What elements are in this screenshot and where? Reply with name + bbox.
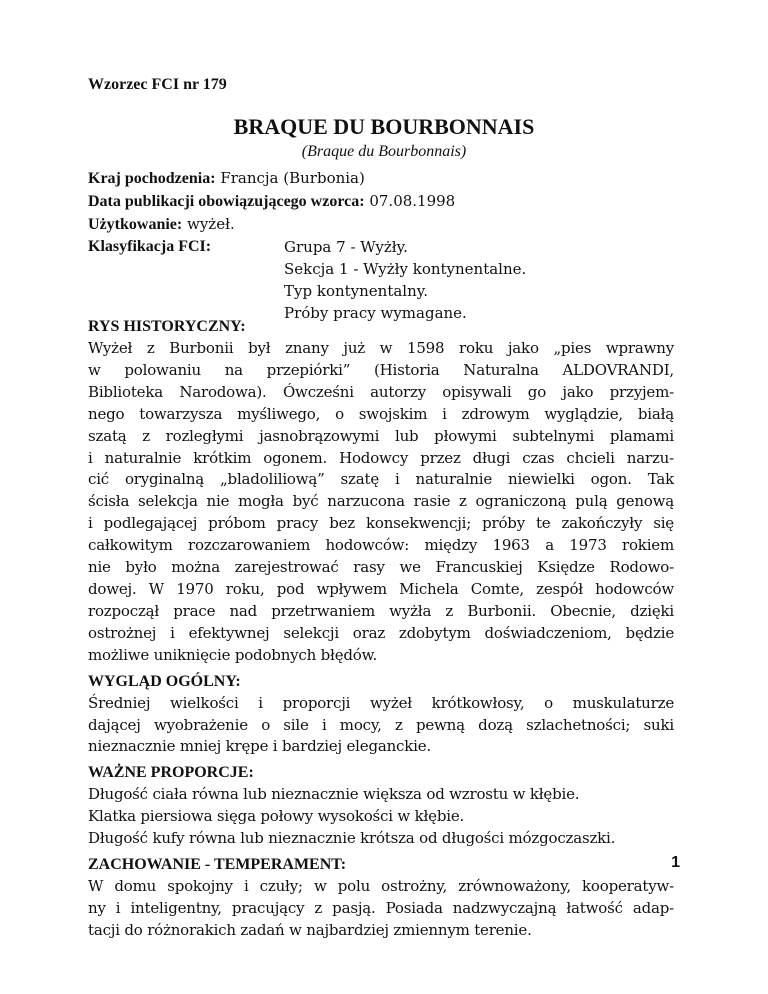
fci-label: Klasyfikacja FCI:	[88, 238, 212, 255]
date-label: Data publikacji obowiązującego wzorca:	[88, 193, 365, 210]
text-line: nie było można zarejestrować rasy we Francuskiej Księdze Rodowo-	[88, 558, 674, 577]
text-line: rozpoczął prace nad przetrwaniem wyżła z Burbonii. Obecnie, dzięki	[88, 601, 674, 620]
page-number: 1	[671, 854, 680, 871]
text-line: i podlegającej próbom pracy bez konsekwencji; próby te zakończyły się	[88, 514, 674, 533]
text-line: ny i inteligentny, pracujący z pasją. Posiada nadzwyczajną łatwość adap-	[88, 898, 674, 917]
text-line: Długość ciała równa lub nieznacznie większa od wzrostu w kłębie.	[88, 785, 580, 804]
section-heading: WYGLĄD OGÓLNY:	[88, 672, 241, 690]
section-body	[88, 693, 674, 759]
page-subtitle: (Braque du Bourbonnais)	[301, 143, 467, 160]
text-line: nego towarzysza myśliwego, o swojskim i zdrowym wyglądzie, białą	[88, 404, 674, 423]
fci-line: Typ kontynentalny.	[284, 282, 429, 300]
section-body	[88, 784, 674, 850]
fci-classification-row	[88, 236, 688, 324]
text-line: ostrożnej i efektywnej selekcji oraz zdobytym doświadczeniom, będzie	[88, 623, 674, 642]
use-value: wyżeł.	[182, 215, 235, 233]
origin-value: Francja (Burbonia)	[215, 169, 365, 187]
text-line: Wyżeł z Burbonii był znany już w 1598 roku jako „pies wprawny	[88, 339, 674, 357]
text-line: Długość kufy równa lub nieznacznie krótsza od długości mózgoczaszki.	[88, 829, 616, 848]
text-line: szatą z rozległymi jasnobrązowymi lub płowymi subtelnymi plamami	[88, 426, 674, 445]
text-line: w polowaniu na przepiórki” (Historia Naturalna ALDOVRANDI,	[88, 360, 674, 379]
section-proportions	[88, 762, 674, 850]
breed-info	[88, 167, 688, 324]
section-heading: RYS HISTORYCZNY:	[88, 318, 246, 335]
text-line: Klatka piersiowa sięga połowy wysokości w kłębie.	[88, 807, 465, 826]
fci-line: Sekcja 1 - Wyżły kontynentalne.	[284, 260, 527, 278]
text-line: dowej. W 1970 roku, pod wpływem Michela Comte, zespół hodowców	[88, 579, 674, 598]
use-label: Użytkowanie:	[88, 216, 183, 233]
text-line: dającej wyobrażenie o sile i mocy, z pewną dozą szlachetności; suki	[88, 715, 674, 734]
section-heading: WAŻNE PROPORCJE:	[88, 764, 254, 782]
text-line: tacji do różnorakich zadań w najbardziej zmiennym terenie.	[88, 920, 532, 939]
origin-label: Kraj pochodzenia:	[88, 170, 216, 187]
section-temperament	[88, 854, 674, 942]
text-line: ścisła selekcja nie mogła być narzucona rasie z ograniczoną pulą genową	[88, 492, 674, 511]
text-line: nieznacznie mniej krępe i bardziej eleganckie.	[88, 737, 431, 756]
standard-sections	[88, 316, 674, 942]
text-line: możliwe uniknięcie podobnych błędów.	[88, 645, 378, 664]
text-line: Średniej wielkości i proporcji wyżeł krótkowłosy, o muskulaturze	[88, 693, 674, 712]
section-heading: ZACHOWANIE - TEMPERAMENT:	[88, 856, 347, 874]
text-line: cić oryginalną „bladoliliową” szatę i naturalnie niewielki ogon. Tak	[88, 470, 674, 489]
section-general-appearance	[88, 671, 674, 759]
fci-line: Grupa 7 - Wyżły.	[284, 238, 408, 256]
date-value: 07.08.1998	[364, 192, 456, 210]
text-line: W domu spokojny i czuły; w polu ostrożny, zrównoważony, kooperatyw-	[88, 877, 674, 896]
use-row	[88, 213, 688, 236]
fci-line: Próby pracy wymagane.	[284, 304, 467, 322]
page-title: BRAQUE DU BOURBONNAIS	[233, 114, 535, 139]
standard-number: Wzorzec FCI nr 179	[88, 76, 227, 93]
section-body	[88, 338, 674, 667]
fci-classification-lines	[284, 236, 526, 324]
origin-row	[88, 167, 688, 190]
text-line: Biblioteka Narodowa). Ówcześni autorzy opisywali go jako przyjem-	[88, 382, 674, 401]
text-line: i naturalnie krótkim ogonem. Hodowcy przez długi czas chcieli narzu-	[88, 448, 674, 467]
date-row	[88, 190, 688, 213]
section-body	[88, 876, 674, 942]
section-history	[88, 316, 674, 667]
text-line: całkowitym rozczarowaniem hodowców: między 1963 a 1973 rokiem	[88, 536, 674, 555]
